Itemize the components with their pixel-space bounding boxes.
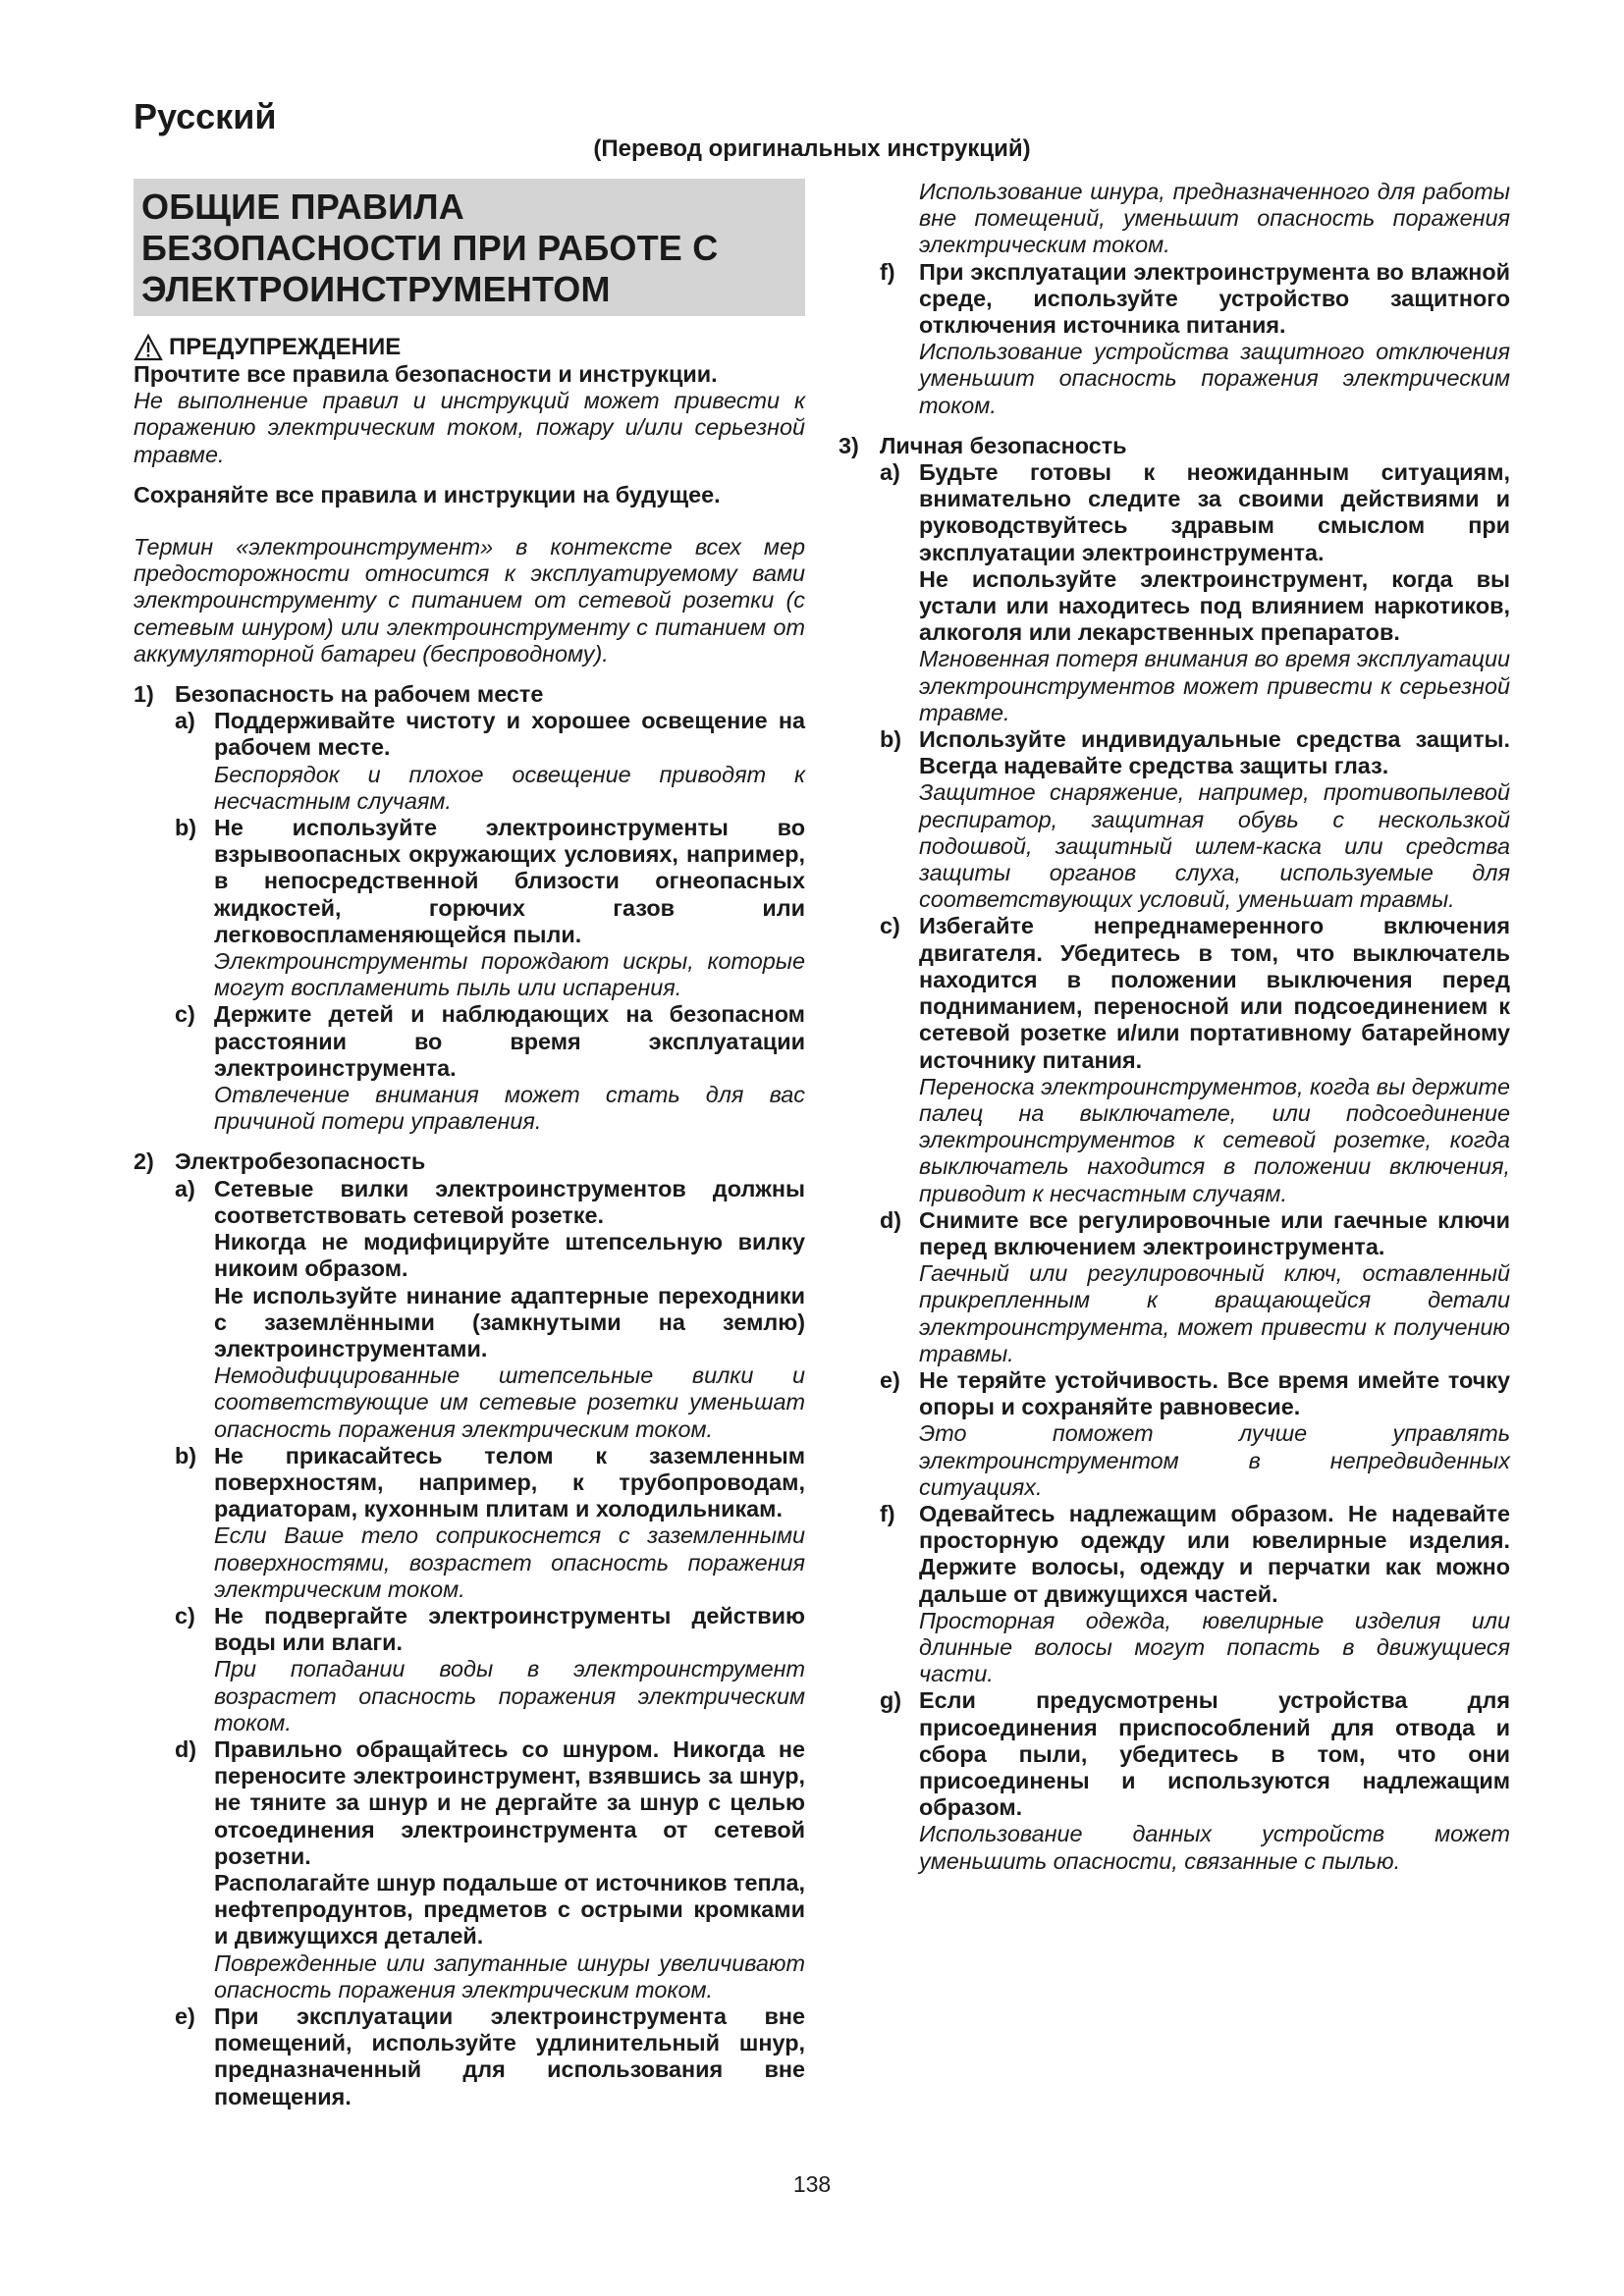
title-line: ОБЩИЕ ПРАВИЛА — [141, 187, 464, 227]
rule-item: d) Правильно обращайтесь со шнуром. Никогда не переносите электроинструмент, взявшись за шнур, не тяните за шнур и не дергайте за шнур с целью отсоединения электроинструмента от сетевой розетни. Располагайте шнур подальше от источников тепла, нефтепродунтов, предметов с острыми кромками и движущихся деталей. Поврежденные или запутанные шнуры увеличивают опасность поражения электрическим током. — [175, 1735, 805, 2002]
title-line: БЕЗОПАСНОСТИ ПРИ РАБОТЕ С — [141, 228, 719, 268]
warning-label — [134, 334, 805, 361]
rule-item-continued: Использование шнура, предназначенного для работы вне помещений, уменьшит опасность поражения электрическим током. — [919, 179, 1510, 258]
rule-item: a) Сетевые вилки электроинструментов должны соответствовать сетевой розетке. Никогда не модифицируйте штепсельную вилку никоим образом. Не используйте нинание адаптерные переходники с заземлёнными (замкнутыми на землю) электроинструментами. Немодифицированные штепсельные вилки и соответствующие им сетевые розетки уменьшат опасность поражения электрическим током. — [175, 1175, 805, 1442]
term-definition: Термин «электроинструмент» в контексте всех мер предосторожности относится к эксплуатируемому вами электроинструменту с питанием от сетевой розетки (с сетевым шнуром) или электроинструменту с питанием от аккумуляторной батареи (беспроводному). — [134, 534, 805, 667]
section-heading: 1) Безопасность на рабочем месте — [134, 681, 544, 708]
section-heading: 2) Электробезопасность — [134, 1148, 426, 1175]
rule-item: f) Одевайтесь надлежащим образом. Не надевайте просторную одежду или ювелирные изделия. Держите волосы, одежду и перчатки как можно дальше от движущихся частей. Просторная одежда, ювелирные изделия или длинные волосы могут попасть в движущиеся части. — [880, 1500, 1510, 1687]
rule-item: b) Не используйте электроинструменты во взрывоопасных окружающих условиях, например, в непосредственной близости огнеопасных жидкостей, горючих газов или легковоспламеняющейся пыли. Электроинструменты порождают искры, которые могут воспламенить пыль или испарения. — [175, 815, 805, 1001]
language-heading: Русский — [134, 96, 277, 136]
rule-item: a) Поддерживайте чистоту и хорошее освещение на рабочем месте. Беспорядок и плохое освещение приводят к несчастным случаям. — [175, 708, 805, 814]
rule-item: e) При эксплуатации электроинструмента вне помещений, используйте удлинительный шнур, предназначенный для использования вне помещения. — [175, 2002, 805, 2109]
rule-item: c) Избегайте непреднамеренного включения двигателя. Убедитесь в том, что выключатель находится в положении выключения перед подниманием, переносной или подсоединением к сетевой розетке и/или портативному батарейному источнику питания. Переноска электроинструментов, когда вы держите палец на выключателе, или подсоединение электроинструментов к сетевой розетке, когда выключатель находится в положении включения, приводит к несчастным случаям. — [880, 913, 1510, 1206]
rule-item: b) Используйте индивидуальные средства защиты. Всегда надевайте средства защиты глаз. Защитное снаряжение, например, противопылевой респиратор, защитная обувь с нескользкой подошвой, защитный шлем-каска или средства защиты органов слуха, используемые для соответствующих условий, уменьшат травмы. — [880, 726, 1510, 913]
rule-item: c) Не подвергайте электроинструменты действию воды или влаги. При попадании воды в электроинструмент возрастет опасность поражения электрическим током. — [175, 1602, 805, 1735]
warning-triangle-icon — [134, 334, 163, 361]
left-column — [134, 179, 805, 2110]
rule-item: e) Не теряйте устойчивость. Все время имейте точку опоры и сохраняйте равновесие. Это поможет лучше управлять электроинструментом в непредвиденных ситуациях. — [880, 1366, 1510, 1500]
section-title-box — [134, 179, 805, 316]
title-line: ЭЛЕКТРОИНСТРУМЕНТОМ — [141, 269, 611, 309]
read-all-instructions: Прочтите все правила безопасности и инструкции. — [134, 361, 718, 387]
right-column — [839, 179, 1510, 1875]
rule-item: b) Не прикасайтесь телом к заземленным поверхностям, например, к трубопроводам, радиаторам, кухонным плитам и холодильникам. Если Ваше тело соприкоснется с заземленными поверхностями, возрастет опасность поражения электрическим током. — [175, 1442, 805, 1602]
warning-consequence: Не выполнение правил и инструкций может привести к поражению электрическим током, пожару и/или серьезной травме. — [134, 388, 805, 467]
rule-item: g) Если предусмотрены устройства для присоединения приспособлений для отвода и сбора пыли, убедитесь в том, что они присоединены и используются надлежащим образом. Использование данных устройств может уменьшить опасности, связанные с пылью. — [880, 1687, 1510, 1874]
subtitle: (Перевод оригинальных инструкций) — [593, 135, 1031, 162]
rule-item: f) При эксплуатации электроинструмента во влажной среде, используйте устройство защитного отключения источника питания. Использование устройства защитного отключения уменьшит опасность поражения электрическим током. — [880, 258, 1510, 418]
save-instructions: Сохраняйте все правила и инструкции на будущее. — [134, 481, 721, 507]
rule-item: a) Будьте готовы к неожиданным ситуациям, внимательно следите за своими действиями и руководствуйтесь здравым смыслом при эксплуатации электроинструмента. Не используйте электроинструмент, когда вы устали или находитесь под влиянием наркотиков, алкоголя или лекарственных препаратов. Мгновенная потеря внимания во время эксплуатации электроинструментов может привести к серьезной травме. — [880, 459, 1510, 725]
rule-item: d) Снимите все регулировочные или гаечные ключи перед включением электроинструмента. Гаечный или регулировочный ключ, оставленный прикрепленным к вращающейся детали электроинструмента, может привести к получению травмы. — [880, 1206, 1510, 1366]
page-number: 138 — [792, 2171, 832, 2197]
section-heading: 3) Личная безопасность — [839, 432, 1127, 458]
warning-text: ПРЕДУПРЕЖДЕНИЕ — [169, 334, 402, 361]
rule-item: c) Держите детей и наблюдающих на безопасном расстоянии во время эксплуатации электроинструмента. Отвлечение внимания может стать для вас причиной потери управления. — [175, 1001, 805, 1135]
